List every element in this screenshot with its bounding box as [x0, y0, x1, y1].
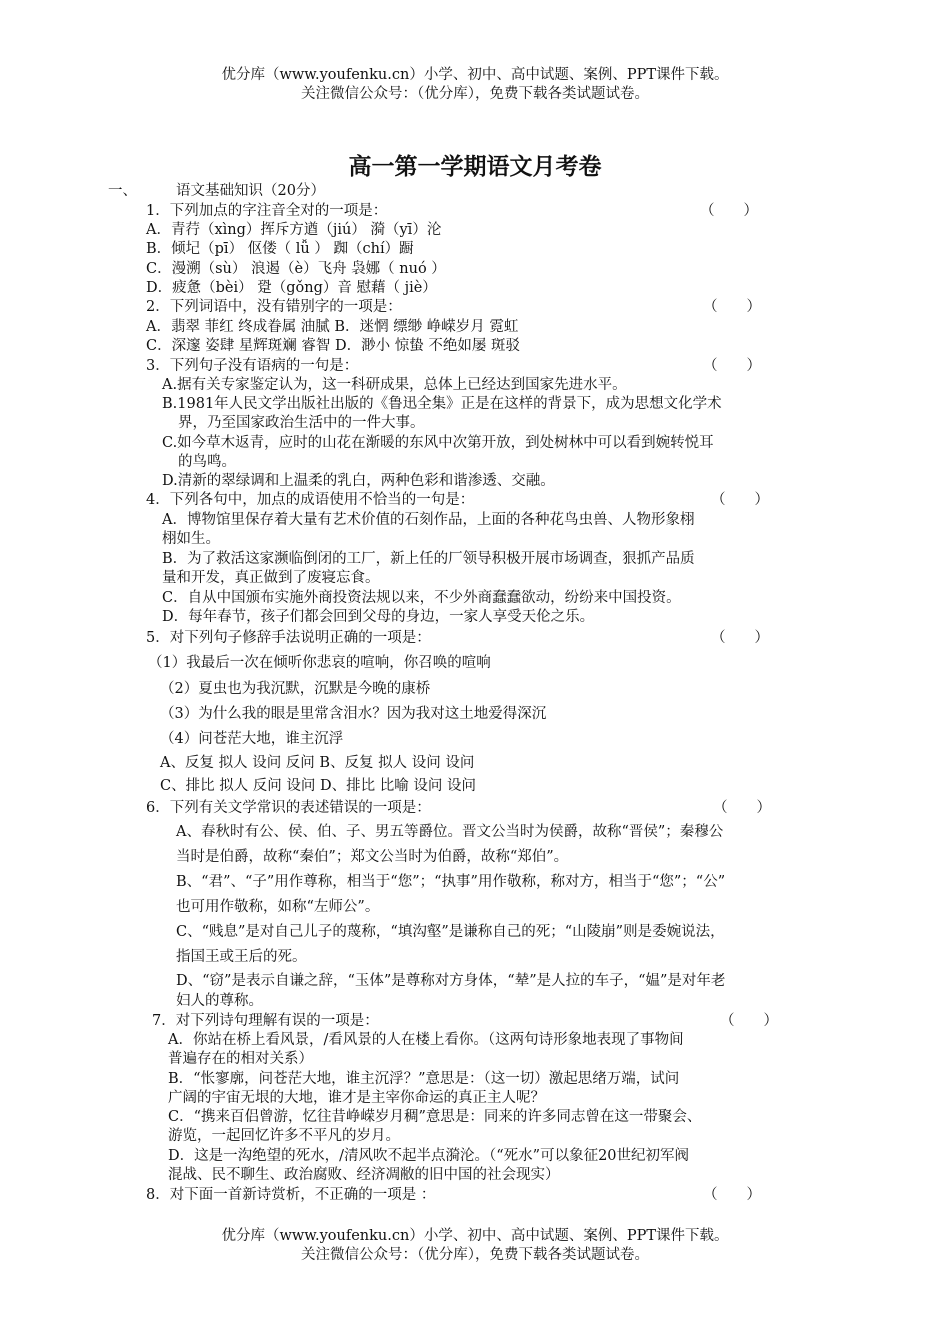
q3-option-d: D.清新的翠绿调和上温柔的乳白，两种色彩和谐渗透、交融。 — [162, 473, 555, 489]
q5-answer-bracket: （ ） — [711, 630, 769, 646]
q7-option-c-line2: 游览，一起回忆许多不平凡的岁月。 — [168, 1128, 400, 1144]
page-title: 高一第一学期语文月考卷 — [348, 153, 602, 180]
q5-stem: 5．对下列句子修辞手法说明正确的一项是： — [146, 630, 431, 646]
q1-option-b: B．倾圮（pī） 伛偻（ lǚ ） 踟（chí）蹰 — [146, 241, 414, 257]
q5-sentence-1: （1）我最后一次在倾听你悲哀的喧响，你召唤的喧响 — [148, 655, 491, 671]
q5-options-cd: C、排比 拟人 反问 设问 D、排比 比喻 设问 设问 — [160, 778, 476, 794]
q5-sentence-2: （2）夏虫也为我沉默，沉默是今晚的康桥 — [160, 681, 431, 697]
q7-option-a-line1: A．你站在桥上看风景，/看风景的人在楼上看你。（这两句诗形象地表现了事物间 — [168, 1032, 684, 1048]
q3-stem: 3．下列句子没有语病的一句是： — [146, 358, 359, 374]
q7-option-b-line2: 广阔的宇宙无垠的大地，谁才是主宰你命运的真正主人呢？ — [168, 1090, 545, 1106]
q3-option-c-line2: 的鸟鸣。 — [178, 454, 236, 470]
q1-option-d: D．疲惫（bèi） 跫（gǒng）音 慰藉（ jiè） — [146, 280, 437, 296]
q5-sentence-3: （3）为什么我的眼是里常含泪水？因为我对这土地爱得深沉 — [160, 706, 547, 722]
q4-option-c: C．自从中国颁布实施外商投资法规以来，不少外商蠢蠢欲动，纷纷来中国投资。 — [162, 590, 681, 606]
q1-option-a: A．青荇（xìng）挥斥方遒（jiú） 漪（yī）沦 — [146, 222, 442, 238]
q6-option-a-line2: 当时是伯爵，故称“秦伯”；郑文公当时为伯爵，故称“郑伯”。 — [176, 849, 569, 865]
q6-stem: 6．下列有关文学常识的表述错误的一项是： — [146, 800, 431, 816]
q4-option-a-line1: A．博物馆里保存着大量有艺术价值的石刻作品，上面的各种花鸟虫兽、人物形象栩 — [162, 512, 695, 528]
q2-options-cd: C．深邃 姿肆 星辉斑斓 睿智 D．渺小 惊蛰 不绝如屡 斑驳 — [146, 338, 520, 354]
q2-answer-bracket: （ ） — [703, 299, 761, 315]
q3-option-c-line1: C.如今草木返青，应时的山花在渐暖的东风中次第开放，到处树林中可以看到婉转悦耳 — [162, 435, 714, 451]
q7-option-d-line1: D．这是一沟绝望的死水，/清风吹不起半点漪沦。（“死水”可以象征20世纪初军阀 — [168, 1148, 690, 1164]
q1-answer-bracket: （ ） — [700, 203, 758, 219]
header-line-1: 优分库（www.youfenku.cn）小学、初中、高中试题、案例、PPT课件下载。 — [221, 67, 729, 83]
q6-option-b-line2: 也可用作敬称，如称“左师公”。 — [176, 899, 380, 915]
q4-option-a-line2: 栩如生。 — [162, 531, 220, 547]
page-header — [0, 66, 950, 104]
q2-options-ab: A．翡翠 菲红 终成眷属 油腻 B．迷惘 缥缈 峥嵘岁月 霓虹 — [146, 319, 519, 335]
q6-option-d-line2: 妇人的尊称。 — [176, 993, 263, 1009]
q4-stem: 4．下列各句中，加点的成语使用不恰当的一句是： — [146, 492, 475, 508]
q3-option-b-line1: B.1981年人民文学出版社出版的《鲁迅全集》正是在这样的背景下，成为思想文化学术 — [162, 396, 722, 412]
q3-option-b-line2: 界，乃至国家政治生活中的一件大事。 — [178, 415, 425, 431]
section-number: 一、 — [108, 183, 137, 199]
q6-option-b-line1: B、“君”、“子”用作尊称，相当于“您”；“执事”用作敬称，称对方，相当于“您”；“公” — [176, 874, 726, 890]
q3-answer-bracket: （ ） — [703, 358, 761, 374]
q1-stem: 1．下列加点的字注音全对的一项是： — [146, 203, 388, 219]
q1-option-c: C．漫溯（sù） 浪遏（è）飞舟 袅娜（ nuó ） — [146, 261, 446, 277]
q7-option-a-line2: 普遍存在的相对关系） — [168, 1051, 313, 1067]
q2-stem: 2．下列词语中，没有错别字的一项是： — [146, 299, 402, 315]
q6-answer-bracket: （ ） — [713, 800, 771, 816]
q4-option-b-line2: 量和开发，真正做到了废寝忘食。 — [162, 570, 380, 586]
q7-option-b-line1: B．“怅寥廓，问苍茫大地，谁主沉浮？”意思是：（这一切）激起思绪万端，试问 — [168, 1071, 680, 1087]
q3-option-a: A.据有关专家鉴定认为，这一科研成果，总体上已经达到国家先进水平。 — [162, 377, 627, 393]
q8-answer-bracket: （ ） — [703, 1187, 761, 1203]
header-line-2: 关注微信公众号：（优分库），免费下载各类试题试卷。 — [301, 86, 649, 102]
q6-option-d-line1: D、“窃”是表示自谦之辞，“玉体”是尊称对方身体，“辇”是人拉的车子，“媪”是对年老 — [176, 973, 726, 989]
q7-option-c-line1: C．“携来百侣曾游，忆往昔峥嵘岁月稠”意思是：同来的许多同志曾在这一带聚会、 — [168, 1109, 702, 1125]
q7-option-d-line2: 混战、民不聊生、政治腐败、经济凋敝的旧中国的社会现实） — [168, 1167, 560, 1183]
footer-line-1: 优分库（www.youfenku.cn）小学、初中、高中试题、案例、PPT课件下载。 — [221, 1228, 729, 1244]
q6-option-c-line2: 指国王或王后的死。 — [176, 949, 307, 965]
q7-stem: 7．对下列诗句理解有误的一项是： — [152, 1013, 379, 1029]
footer-line-2: 关注微信公众号：（优分库），免费下载各类试题试卷。 — [301, 1247, 649, 1263]
q6-option-c-line1: C、“贱息”是对自己儿子的蔑称，“填沟壑”是谦称自己的死；“山陵崩”则是委婉说法， — [176, 924, 725, 940]
page-footer — [0, 1227, 950, 1265]
q4-answer-bracket: （ ） — [711, 492, 769, 508]
q4-option-b-line1: B．为了救活这家濒临倒闭的工厂，新上任的厂领导积极开展市场调查，狠抓产品质 — [162, 551, 695, 567]
section-heading: 语文基础知识（20分） — [176, 183, 325, 199]
q6-option-a-line1: A、春秋时有公、侯、伯、子、男五等爵位。晋文公当时为侯爵，故称“晋侯”；秦穆公 — [176, 824, 724, 840]
q4-option-d: D．每年春节，孩子们都会回到父母的身边，一家人享受天伦之乐。 — [162, 609, 595, 625]
q8-stem: 8．对下面一首新诗赏析，不正确的一项是 ： — [146, 1187, 436, 1203]
q5-options-ab: A、反复 拟人 设问 反问 B、反复 拟人 设问 设问 — [160, 755, 475, 771]
q7-answer-bracket: （ ） — [720, 1013, 778, 1029]
q5-sentence-4: （4）问苍茫大地，谁主沉浮 — [160, 731, 344, 747]
